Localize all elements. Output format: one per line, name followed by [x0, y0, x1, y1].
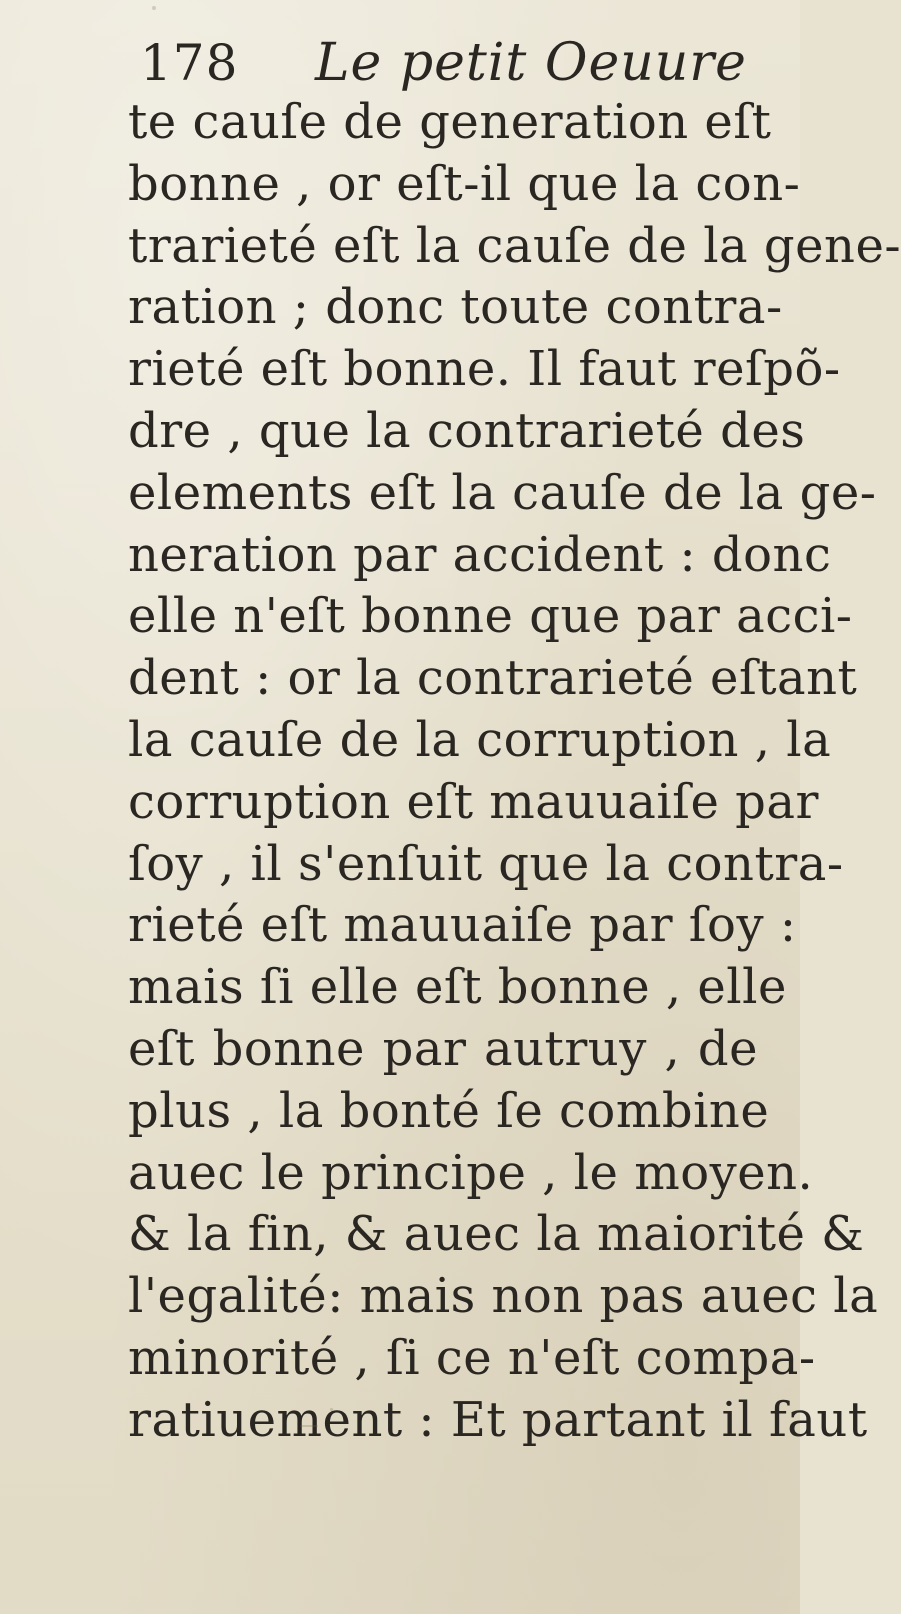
text-line: elements eſt la cauſe de la ge- — [128, 464, 877, 521]
text-line: auec le principe , le moyen. — [128, 1144, 814, 1201]
text-line: mais ſi elle eſt bonne , elle — [128, 959, 787, 1016]
text-line: ſoy , il s'enſuit que la contra- — [128, 835, 844, 892]
text-line: ratiuement : Et partant il faut — [128, 1391, 868, 1448]
text-line: corruption eſt mauuaiſe par — [128, 773, 819, 830]
text-line: minorité , ſi ce n'eſt compa- — [128, 1329, 816, 1386]
text-line: eſt bonne par autruy , de — [128, 1020, 758, 1077]
text-line: dre , que la contrarieté des — [128, 402, 806, 459]
text-line: rieté eſt bonne. Il faut reſpõ- — [128, 341, 841, 398]
page-number: 178 — [140, 34, 239, 92]
paper-speck — [152, 6, 156, 10]
text-line: trarieté eſt la cauſe de la gene- — [128, 217, 901, 274]
text-line: la cauſe de la corruption , la — [128, 711, 832, 768]
text-body — [128, 92, 901, 1452]
text-line: elle n'eſt bonne que par acci- — [128, 588, 853, 645]
paper-speck — [300, 1425, 318, 1427]
text-line: bonne , or eſt-il que la con- — [128, 155, 801, 212]
text-line: dent : or la contrarieté eſtant — [128, 650, 858, 707]
text-line: ration ; donc toute contra- — [128, 279, 783, 336]
text-line: neration par accident : donc — [128, 526, 832, 583]
text-line: & la fin, & auec la maiorité & — [128, 1206, 865, 1263]
text-line: l'egalité: mais non pas auec la — [128, 1268, 879, 1325]
text-line: plus , la bonté ſe combine — [128, 1082, 770, 1139]
text-line: rieté eſt mauuaiſe par ſoy : — [128, 897, 797, 954]
running-title: Le petit Oeuure — [315, 33, 747, 93]
text-line: te cauſe de generation eſt — [128, 94, 772, 150]
running-head — [140, 28, 760, 98]
paper-speck — [330, 1408, 333, 1411]
